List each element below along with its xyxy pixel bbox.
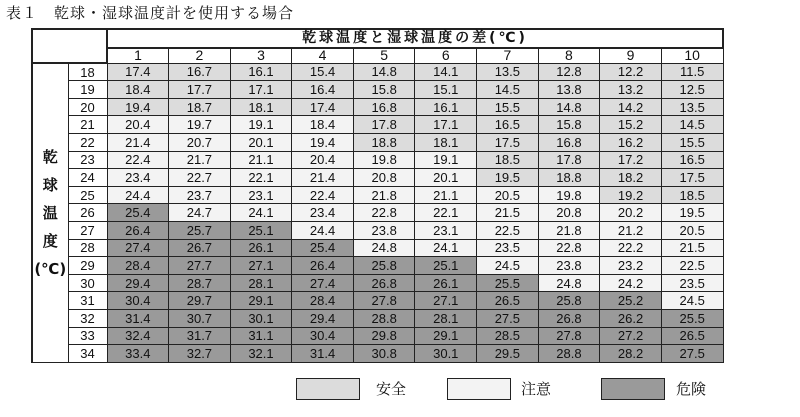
wet-bulb-cell: 32.1 (230, 345, 292, 363)
wet-bulb-cell: 16.7 (169, 63, 231, 81)
wet-bulb-cell: 19.1 (415, 151, 477, 169)
wet-bulb-cell: 20.4 (292, 151, 354, 169)
row-label-char: (℃) (34, 260, 67, 279)
wet-bulb-cell: 21.7 (169, 151, 231, 169)
wet-bulb-cell: 21.1 (230, 151, 292, 169)
wet-bulb-cell: 20.5 (477, 186, 539, 204)
wet-bulb-cell: 25.1 (230, 222, 292, 240)
legend-label-caution: 注意 (521, 380, 552, 398)
wet-bulb-cell: 24.5 (477, 257, 539, 275)
wet-bulb-cell: 27.5 (661, 345, 723, 363)
legend-swatch-caution (447, 378, 511, 400)
wet-bulb-cell: 31.1 (230, 327, 292, 345)
wet-bulb-cell: 26.8 (538, 309, 600, 327)
wet-bulb-cell: 30.1 (230, 309, 292, 327)
wet-bulb-cell: 20.1 (230, 134, 292, 152)
wet-bulb-cell: 28.8 (353, 309, 415, 327)
wet-bulb-cell: 22.1 (415, 204, 477, 222)
table-row (32, 151, 723, 169)
wet-bulb-cell: 18.2 (600, 169, 662, 187)
wet-bulb-cell: 18.8 (353, 134, 415, 152)
difference-column-header: 9 (600, 48, 662, 64)
legend-swatch-safe (296, 378, 360, 400)
table-row (32, 116, 723, 134)
wet-bulb-cell: 23.2 (600, 257, 662, 275)
wet-bulb-cell: 15.1 (415, 81, 477, 99)
wet-bulb-cell: 24.7 (169, 204, 231, 222)
wet-bulb-cell: 22.7 (169, 169, 231, 187)
wet-bulb-cell: 17.7 (169, 81, 231, 99)
table-body (32, 29, 723, 363)
wet-bulb-cell: 31.4 (292, 345, 354, 363)
wet-bulb-cell: 29.1 (415, 327, 477, 345)
wet-bulb-cell: 27.8 (353, 292, 415, 310)
wet-bulb-cell: 13.5 (661, 98, 723, 116)
wet-bulb-cell: 24.8 (353, 239, 415, 257)
wet-bulb-cell: 21.2 (600, 222, 662, 240)
wet-bulb-cell: 31.4 (107, 309, 169, 327)
wet-bulb-cell: 11.5 (661, 63, 723, 81)
wet-bulb-cell: 24.8 (538, 274, 600, 292)
wet-bulb-cell: 22.2 (600, 239, 662, 257)
wet-bulb-cell: 23.8 (353, 222, 415, 240)
wet-bulb-cell: 26.4 (107, 222, 169, 240)
wet-bulb-cell: 12.8 (538, 63, 600, 81)
difference-column-header: 2 (169, 48, 231, 64)
wet-bulb-cell: 16.8 (353, 98, 415, 116)
wet-bulb-cell: 16.2 (600, 134, 662, 152)
wet-bulb-cell: 18.5 (661, 186, 723, 204)
wet-bulb-cell: 18.1 (415, 134, 477, 152)
wet-bulb-cell: 19.8 (538, 186, 600, 204)
wet-bulb-cell: 19.1 (230, 116, 292, 134)
wet-bulb-cell: 19.5 (477, 169, 539, 187)
wet-bulb-cell: 28.2 (600, 345, 662, 363)
wet-bulb-cell: 18.5 (477, 151, 539, 169)
wet-bulb-cell: 29.1 (230, 292, 292, 310)
wet-bulb-cell: 28.4 (107, 257, 169, 275)
wet-bulb-cell: 22.8 (538, 239, 600, 257)
wet-bulb-cell: 14.5 (661, 116, 723, 134)
wet-bulb-cell: 20.5 (661, 222, 723, 240)
table-corner (32, 29, 107, 63)
wet-bulb-cell: 26.1 (230, 239, 292, 257)
wet-bulb-cell: 14.2 (600, 98, 662, 116)
wet-bulb-cell: 20.7 (169, 134, 231, 152)
table-row (32, 309, 723, 327)
dry-bulb-row-header: 28 (68, 239, 107, 257)
difference-header: 乾球温度と湿球温度の差(℃) (107, 29, 723, 48)
wet-bulb-cell: 18.7 (169, 98, 231, 116)
wet-bulb-cell: 29.7 (169, 292, 231, 310)
table-row (32, 63, 723, 81)
wet-bulb-cell: 27.1 (230, 257, 292, 275)
difference-column-header: 10 (661, 48, 723, 64)
wet-bulb-cell: 13.5 (477, 63, 539, 81)
wet-bulb-cell: 18.4 (107, 81, 169, 99)
wet-bulb-cell: 30.4 (292, 327, 354, 345)
wet-bulb-cell: 17.4 (292, 98, 354, 116)
wet-bulb-cell: 24.1 (230, 204, 292, 222)
dry-bulb-row-header: 25 (68, 186, 107, 204)
dry-bulb-row-header: 31 (68, 292, 107, 310)
wet-bulb-cell: 15.4 (292, 63, 354, 81)
header-row (32, 29, 723, 48)
wet-bulb-cell: 30.1 (415, 345, 477, 363)
table-row (32, 239, 723, 257)
wet-bulb-cell: 33.4 (107, 345, 169, 363)
dry-bulb-temperature-label (32, 63, 68, 362)
wet-bulb-cell: 16.1 (415, 98, 477, 116)
wet-bulb-cell: 15.2 (600, 116, 662, 134)
table-row (32, 292, 723, 310)
wet-bulb-cell: 20.1 (415, 169, 477, 187)
wet-bulb-cell: 14.5 (477, 81, 539, 99)
wet-bulb-cell: 25.4 (292, 239, 354, 257)
dry-bulb-row-header: 20 (68, 98, 107, 116)
table-row (32, 186, 723, 204)
wet-bulb-cell: 27.8 (538, 327, 600, 345)
dry-bulb-row-header: 21 (68, 116, 107, 134)
wet-bulb-cell: 28.7 (169, 274, 231, 292)
wet-bulb-cell: 18.4 (292, 116, 354, 134)
wet-bulb-cell: 19.5 (661, 204, 723, 222)
wet-bulb-cell: 20.8 (538, 204, 600, 222)
wet-bulb-cell: 22.1 (230, 169, 292, 187)
wet-bulb-cell: 27.4 (107, 239, 169, 257)
wet-bulb-cell: 17.8 (538, 151, 600, 169)
wet-bulb-cell: 25.5 (661, 309, 723, 327)
wet-bulb-cell: 19.2 (600, 186, 662, 204)
table-row (32, 327, 723, 345)
wet-bulb-cell: 21.1 (415, 186, 477, 204)
wet-bulb-cell: 14.8 (538, 98, 600, 116)
wet-bulb-cell: 24.1 (415, 239, 477, 257)
wet-bulb-cell: 24.5 (661, 292, 723, 310)
wet-bulb-cell: 18.8 (538, 169, 600, 187)
wet-bulb-cell: 23.5 (477, 239, 539, 257)
table-row (32, 257, 723, 275)
wet-bulb-cell: 25.1 (415, 257, 477, 275)
wet-bulb-cell: 24.4 (107, 186, 169, 204)
wet-bulb-cell: 22.5 (661, 257, 723, 275)
wet-bulb-cell: 19.7 (169, 116, 231, 134)
wet-bulb-cell: 14.8 (353, 63, 415, 81)
wet-bulb-cell: 16.5 (477, 116, 539, 134)
wet-bulb-cell: 23.7 (169, 186, 231, 204)
dry-bulb-row-header: 34 (68, 345, 107, 363)
wet-bulb-cell: 26.1 (415, 274, 477, 292)
difference-column-header: 3 (230, 48, 292, 64)
wet-bulb-cell: 16.5 (661, 151, 723, 169)
wet-bulb-cell: 17.5 (477, 134, 539, 152)
table-row (32, 274, 723, 292)
wet-bulb-cell: 28.4 (292, 292, 354, 310)
wet-bulb-cell: 15.5 (661, 134, 723, 152)
table-row (32, 222, 723, 240)
wet-bulb-cell: 25.8 (353, 257, 415, 275)
wet-bulb-cell: 12.2 (600, 63, 662, 81)
wet-bulb-cell: 15.8 (353, 81, 415, 99)
wet-bulb-cell: 17.2 (600, 151, 662, 169)
wet-bulb-cell: 16.4 (292, 81, 354, 99)
legend-label-danger: 危険 (676, 380, 707, 398)
wet-bulb-cell: 25.5 (477, 274, 539, 292)
dry-bulb-row-header: 33 (68, 327, 107, 345)
wet-bulb-cell: 23.4 (107, 169, 169, 187)
dry-bulb-row-header: 24 (68, 169, 107, 187)
wet-bulb-cell: 27.1 (415, 292, 477, 310)
wet-bulb-cell: 26.8 (353, 274, 415, 292)
wet-bulb-cell: 25.4 (107, 204, 169, 222)
wet-bulb-cell: 16.8 (538, 134, 600, 152)
wet-bulb-cell: 23.5 (661, 274, 723, 292)
row-label-char: 温 (42, 204, 58, 223)
wet-bulb-cell: 30.7 (169, 309, 231, 327)
wet-bulb-cell: 32.4 (107, 327, 169, 345)
legend-label-safe: 安全 (376, 380, 407, 398)
difference-column-header: 1 (107, 48, 169, 64)
row-label-char: 球 (42, 176, 58, 195)
wet-bulb-cell: 22.4 (292, 186, 354, 204)
table-row (32, 169, 723, 187)
wet-bulb-cell: 17.5 (661, 169, 723, 187)
wet-bulb-cell: 26.4 (292, 257, 354, 275)
wet-bulb-cell: 25.7 (169, 222, 231, 240)
dry-bulb-row-header: 23 (68, 151, 107, 169)
table-row (32, 204, 723, 222)
wet-bulb-cell: 15.8 (538, 116, 600, 134)
wet-bulb-cell: 21.4 (107, 134, 169, 152)
wet-bulb-cell: 26.5 (477, 292, 539, 310)
wet-bulb-cell: 18.1 (230, 98, 292, 116)
dry-bulb-row-header: 30 (68, 274, 107, 292)
wet-bulb-cell: 29.5 (477, 345, 539, 363)
wet-bulb-cell: 21.8 (353, 186, 415, 204)
table-row (32, 98, 723, 116)
wet-bulb-cell: 21.5 (477, 204, 539, 222)
wet-bulb-cell: 27.5 (477, 309, 539, 327)
wet-bulb-cell: 28.8 (538, 345, 600, 363)
wet-bulb-cell: 29.4 (107, 274, 169, 292)
wet-bulb-cell: 22.4 (107, 151, 169, 169)
wet-bulb-cell: 22.5 (477, 222, 539, 240)
difference-column-header: 8 (538, 48, 600, 64)
wet-bulb-cell: 23.1 (415, 222, 477, 240)
dry-bulb-row-header: 18 (68, 63, 107, 81)
dry-bulb-row-header: 32 (68, 309, 107, 327)
wet-bulb-cell: 30.8 (353, 345, 415, 363)
wet-bulb-temperature-table (31, 28, 724, 363)
dry-bulb-row-header: 22 (68, 134, 107, 152)
wet-bulb-cell: 15.5 (477, 98, 539, 116)
wet-bulb-cell: 23.4 (292, 204, 354, 222)
difference-columns-row (32, 48, 723, 64)
wet-bulb-cell: 27.4 (292, 274, 354, 292)
dry-bulb-row-header: 27 (68, 222, 107, 240)
table-row (32, 81, 723, 99)
wet-bulb-cell: 19.4 (107, 98, 169, 116)
wet-bulb-cell: 32.7 (169, 345, 231, 363)
difference-column-header: 5 (353, 48, 415, 64)
difference-column-header: 4 (292, 48, 354, 64)
wet-bulb-cell: 28.1 (230, 274, 292, 292)
wet-bulb-cell: 17.4 (107, 63, 169, 81)
table-row (32, 134, 723, 152)
wet-bulb-cell: 20.4 (107, 116, 169, 134)
wet-bulb-cell: 17.1 (415, 116, 477, 134)
wet-bulb-cell: 30.4 (107, 292, 169, 310)
wet-bulb-cell: 13.2 (600, 81, 662, 99)
wet-bulb-cell: 21.8 (538, 222, 600, 240)
wet-bulb-cell: 20.8 (353, 169, 415, 187)
wet-bulb-cell: 25.2 (600, 292, 662, 310)
wet-bulb-cell: 22.8 (353, 204, 415, 222)
wet-bulb-cell: 27.7 (169, 257, 231, 275)
difference-column-header: 7 (477, 48, 539, 64)
wet-bulb-cell: 27.2 (600, 327, 662, 345)
wet-bulb-cell: 20.2 (600, 204, 662, 222)
row-label-char: 度 (42, 232, 58, 251)
wet-bulb-cell: 21.4 (292, 169, 354, 187)
wet-bulb-cell: 25.8 (538, 292, 600, 310)
wet-bulb-cell: 28.5 (477, 327, 539, 345)
wet-bulb-cell: 23.1 (230, 186, 292, 204)
wet-bulb-cell: 17.8 (353, 116, 415, 134)
table-row (32, 345, 723, 363)
dry-bulb-row-header: 19 (68, 81, 107, 99)
wet-bulb-cell: 31.7 (169, 327, 231, 345)
row-label-char: 乾 (42, 148, 58, 167)
wet-bulb-cell: 12.5 (661, 81, 723, 99)
wet-bulb-cell: 14.1 (415, 63, 477, 81)
wet-bulb-cell: 16.1 (230, 63, 292, 81)
wet-bulb-cell: 19.4 (292, 134, 354, 152)
wet-bulb-cell: 13.8 (538, 81, 600, 99)
wet-bulb-cell: 24.4 (292, 222, 354, 240)
wet-bulb-cell: 17.1 (230, 81, 292, 99)
legend-swatch-danger (601, 378, 665, 400)
wet-bulb-cell: 23.8 (538, 257, 600, 275)
wet-bulb-cell: 26.2 (600, 309, 662, 327)
wet-bulb-cell: 29.8 (353, 327, 415, 345)
document-title: 表１ 乾球・湿球温度計を使用する場合 (6, 4, 295, 22)
wet-bulb-cell: 24.2 (600, 274, 662, 292)
difference-column-header: 6 (415, 48, 477, 64)
wet-bulb-cell: 19.8 (353, 151, 415, 169)
wet-bulb-cell: 21.5 (661, 239, 723, 257)
wet-bulb-cell: 29.4 (292, 309, 354, 327)
wet-bulb-cell: 28.1 (415, 309, 477, 327)
dry-bulb-row-header: 26 (68, 204, 107, 222)
dry-bulb-row-header: 29 (68, 257, 107, 275)
wet-bulb-cell: 26.5 (661, 327, 723, 345)
wet-bulb-cell: 26.7 (169, 239, 231, 257)
